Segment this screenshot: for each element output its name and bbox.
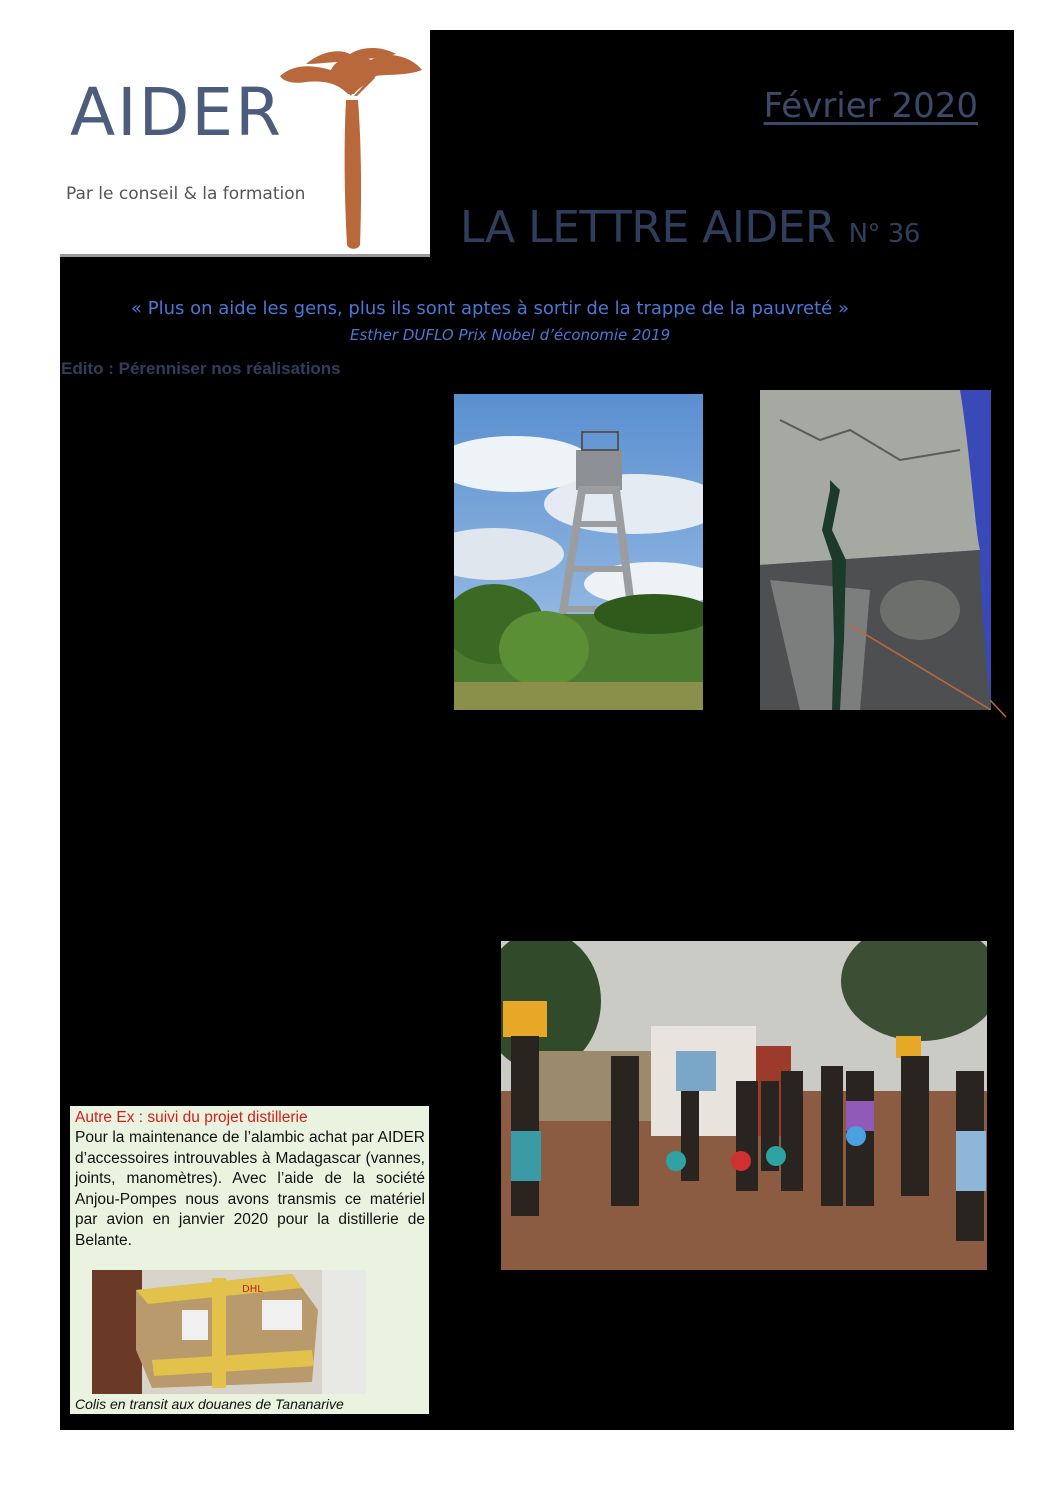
water-tower-image [454, 394, 703, 710]
distillery-sidebar [70, 1106, 429, 1414]
logo-divider [60, 254, 430, 257]
logo-wordmark: AIDER [70, 74, 283, 151]
cracked-tank-image [760, 390, 991, 710]
annotation-arrow-icon [990, 700, 1010, 720]
quote-author: Esther DUFLO Prix Nobel d’économie 2019 [350, 326, 671, 344]
newsletter-title [460, 202, 920, 253]
title-text: LA LETTRE AIDER [460, 202, 836, 253]
quote-text: « Plus on aide les gens, plus ils sont aptes à sortir de la trappe de la pauvreté » [131, 298, 849, 319]
logo-tagline: Par le conseil & la formation [66, 184, 306, 204]
parcel-photo [92, 1270, 366, 1394]
water-tower-photo [454, 394, 703, 710]
issue-date: Février 2020 [763, 86, 978, 126]
issue-number: N° 36 [848, 219, 920, 249]
people-at-water-point-image [501, 941, 987, 1270]
dhl-parcel-image [92, 1270, 366, 1394]
edito-heading: Edito : Pérenniser nos réalisations [61, 359, 341, 378]
baobab-tree-icon [276, 40, 426, 252]
sidebar-body: Pour la maintenance de l’alambic achat par AIDER d’accessoires introuvables à Madagascar (vannes, joints, manomètres). Avec l’aide de la société Anjou-Pompes nous avons transmis ce matériel par avion en janvier 2020 pour la distillerie de Belante. [75, 1129, 425, 1249]
village-water-point-photo [501, 941, 987, 1270]
parcel-caption: Colis en transit aux douanes de Tananarive [75, 1396, 344, 1412]
svg-text:DHL: DHL [242, 1284, 263, 1295]
tank-crack-photo [760, 390, 991, 710]
sidebar-heading: Autre Ex : suivi du projet distillerie [75, 1109, 308, 1126]
